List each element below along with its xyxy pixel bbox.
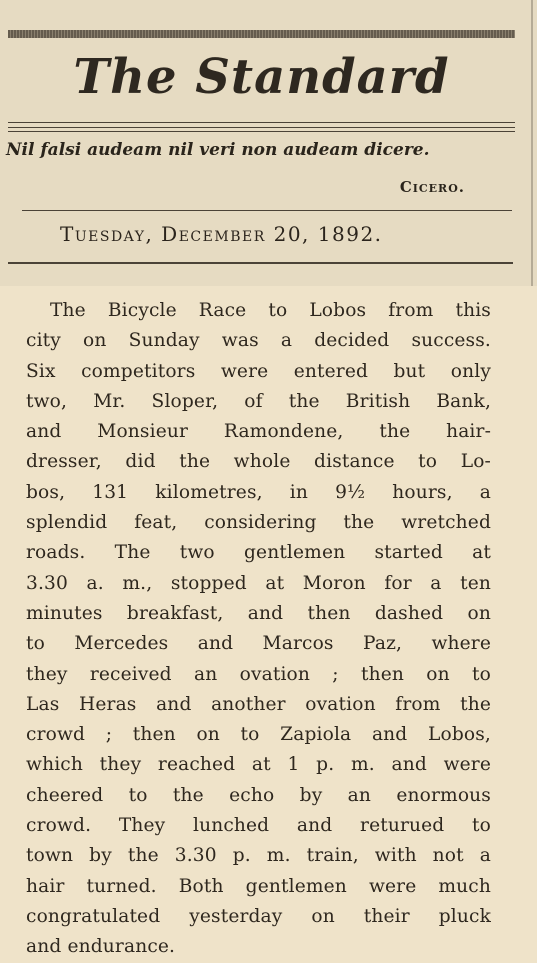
article-line: town by the 3.30 p. m. train, with not a: [26, 845, 491, 867]
article-line: and Monsieur Ramondene, the hair-: [26, 421, 491, 443]
article-line: dresser, did the whole distance to Lo-: [26, 451, 491, 473]
article-line: bos, 131 kilometres, in 9½ hours, a: [26, 481, 491, 503]
masthead-top-rule: [8, 30, 515, 38]
article-line: hair turned. Both gentlemen were much: [26, 875, 491, 897]
issue-date: Tuesday, December 20, 1892.: [60, 222, 383, 246]
page-edge-line: [531, 0, 533, 290]
masthead-rule-1: [8, 122, 515, 123]
article-area: [0, 286, 537, 963]
article-line: to Mercedes and Marcos Paz, where: [26, 633, 491, 655]
article-line: which they reached at 1 p. m. and were: [26, 754, 491, 776]
masthead-rule-2: [8, 127, 515, 128]
masthead-motto: Nil falsi audeam nil veri non audeam dicere.: [6, 140, 430, 160]
article-line: The Bicycle Race to Lobos from this: [50, 300, 491, 321]
article-line: two, Mr. Sloper, of the British Bank,: [26, 390, 491, 412]
article-line: splendid feat, considering the wretched: [26, 512, 491, 534]
date-rule-bottom: [8, 262, 513, 264]
article-line: crowd. They lunched and returued to: [26, 815, 491, 837]
date-rule-top: [22, 210, 512, 211]
article-line: Las Heras and another ovation from the: [26, 693, 491, 715]
article-line: crowd ; then on to Zapiola and Lobos,: [26, 724, 491, 746]
article-line: Six competitors were entered but only: [26, 360, 491, 382]
masthead-title: The Standard: [73, 49, 450, 105]
article-line: 3.30 a. m., stopped at Moron for a ten: [26, 572, 491, 594]
article-line: they received an ovation ; then on to: [26, 663, 491, 685]
article-line: and endurance.: [26, 936, 176, 958]
article-line: congratulated yesterday on their pluck: [26, 905, 491, 927]
article-line: city on Sunday was a decided success.: [26, 330, 491, 352]
masthead: [0, 0, 537, 286]
article-bicycle-race: [26, 296, 491, 963]
masthead-rule-3: [8, 131, 515, 132]
article-line: roads. The two gentlemen started at: [26, 542, 491, 564]
motto-author: Cicero.: [399, 178, 465, 196]
article-line: cheered to the echo by an enormous: [26, 784, 491, 806]
article-line: minutes breakfast, and then dashed on: [26, 602, 491, 624]
